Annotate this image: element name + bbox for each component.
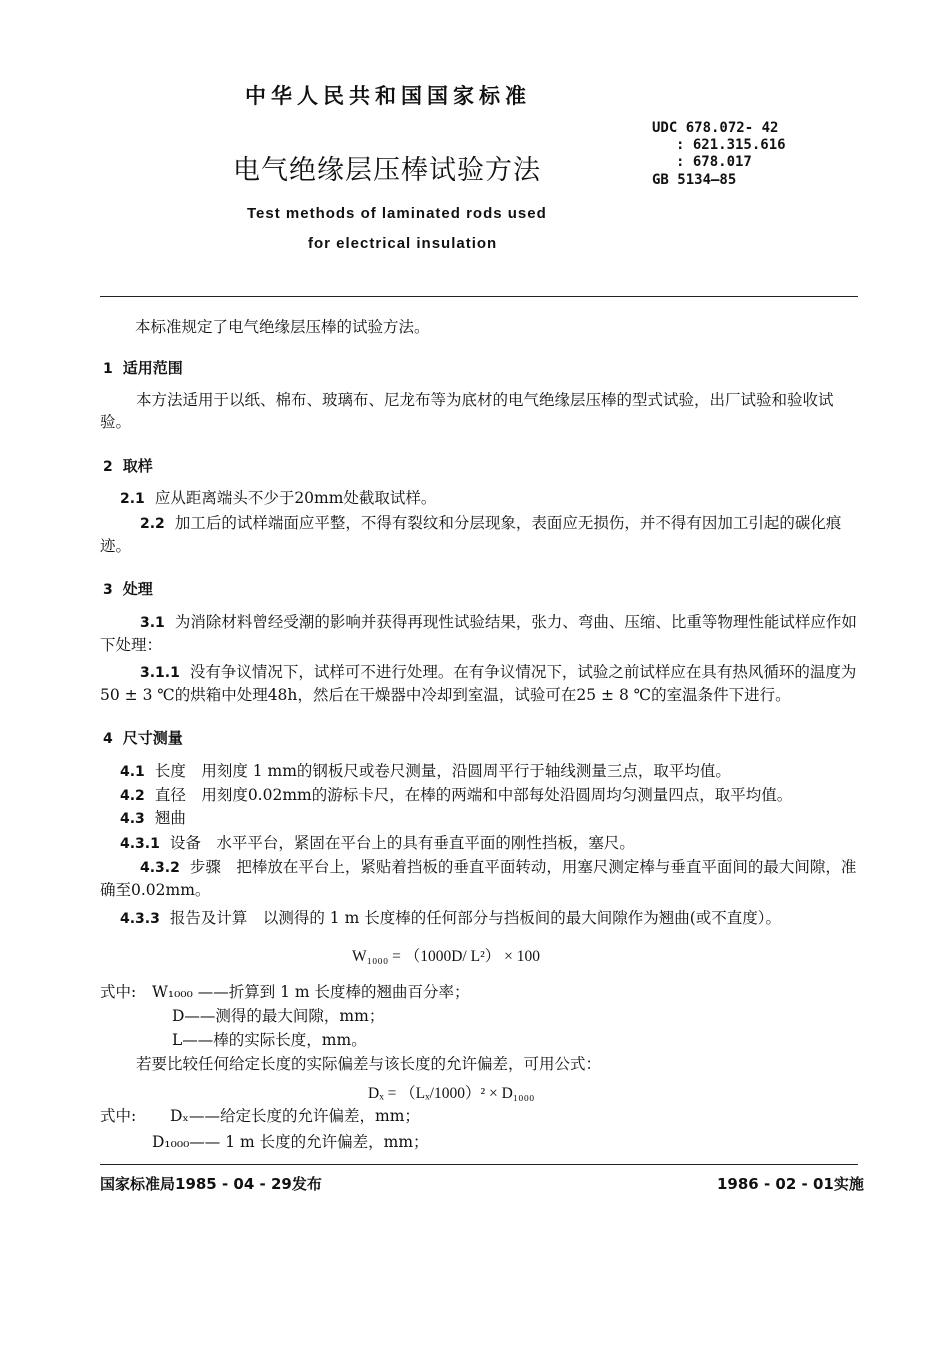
compare-text: 若要比较任何给定长度的实际偏差与该长度的允许偏差，可用公式： <box>136 1055 602 1073</box>
section-title: 适用范围 <box>122 359 183 377</box>
clause-text: 设备 水平平台，紧固在平台上的具有垂直平面的刚性挡板，塞尺。 <box>169 834 635 852</box>
section-number: 4 <box>103 731 113 747</box>
clause-text: 翘曲 <box>154 809 186 827</box>
clause-3-1 <box>100 611 860 656</box>
udc-line-3: : 678.017 <box>676 154 752 170</box>
clause-text: 为消除材料曾经受潮的影响并获得再现性试验结果，张力、弯曲、压缩、比重等物理性能试样应作如下处理： <box>100 613 857 654</box>
clause-text: 加工后的试样端面应平整，不得有裂纹和分层现象，表面应无损伤，并不得有因加工引起的碳化痕迹。 <box>100 514 842 555</box>
issue-date: 国家标准局1985 - 04 - 29发布 <box>100 1175 322 1193</box>
document-title-cn: 电气绝缘层压棒试验方法 <box>233 155 541 186</box>
where-label-1: 式中: <box>100 983 137 1001</box>
header-rule <box>100 296 858 297</box>
section-2-heading <box>103 455 153 476</box>
clause-number: 3.1 <box>140 615 165 631</box>
clause-text: 报告及计算 以测得的 1 m 长度棒的任何部分与挡板间的最大间隙作为翘曲(或不直度）。 <box>169 909 782 927</box>
clause-number: 2.2 <box>140 516 165 532</box>
warp-formula: W₁₀₀₀ = （1000D/ L²） × 100 <box>352 948 540 965</box>
where-definition-l: L——棒的实际长度，mm。 <box>172 1031 367 1049</box>
clause-4-3-1 <box>120 832 635 855</box>
section-title: 尺寸测量 <box>122 729 183 747</box>
national-standard-heading: 中华人民共和国国家标准 <box>245 84 531 108</box>
clause-4-3 <box>120 807 186 830</box>
clause-number: 4.3 <box>120 811 145 827</box>
deviation-formula: Dₓ = （Lₓ/1000）² × D₁₀₀₀ <box>368 1085 535 1102</box>
section-1-text: 本方法适用于以纸、棉布、玻璃布、尼龙布等为底材的电气绝缘层压棒的型式试验，出厂试验和验收试验。 <box>100 391 834 431</box>
clause-number: 4.1 <box>120 764 145 780</box>
clause-number: 4.2 <box>120 788 145 804</box>
section-number: 3 <box>103 582 113 598</box>
section-4-heading <box>103 727 183 748</box>
section-number: 1 <box>103 361 113 377</box>
section-3-heading <box>103 578 153 599</box>
gb-code: GB 5134—85 <box>652 172 737 188</box>
section-title: 取样 <box>122 457 153 475</box>
clause-number: 4.3.3 <box>120 911 160 927</box>
clause-3-1-1 <box>100 661 860 706</box>
clause-number: 4.3.1 <box>120 836 160 852</box>
where-definition-d: D——测得的最大间隙，mm； <box>172 1007 385 1025</box>
where-definition-w1000: W₁₀₀₀ ——折算到 1 m 长度棒的翘曲百分率； <box>152 983 470 1001</box>
footer-rule <box>100 1164 858 1165</box>
where-definition-dx: Dₓ——给定长度的允许偏差，mm； <box>170 1107 420 1125</box>
where-label-2: 式中: <box>100 1107 137 1125</box>
section-number: 2 <box>103 459 113 475</box>
clause-text: 应从距离端头不少于20mm处截取试样。 <box>154 489 437 507</box>
clause-number: 4.3.2 <box>140 860 180 876</box>
clause-text: 步骤 把棒放在平台上，紧贴着挡板的垂直平面转动，用塞尺测定棒与垂直平面间的最大间隙，准确至0.02mm。 <box>100 858 857 899</box>
clause-4-2 <box>120 784 792 807</box>
clause-4-3-2 <box>100 856 860 901</box>
document-title-en-line2: for electrical insulation <box>308 235 498 252</box>
intro-text: 本标准规定了电气绝缘层压棒的试验方法。 <box>135 318 430 336</box>
clause-number: 2.1 <box>120 491 145 507</box>
udc-line-1: UDC 678.072- 42 <box>652 120 779 136</box>
clause-4-1 <box>120 760 731 783</box>
effective-date: 1986 - 02 - 01实施 <box>717 1175 864 1193</box>
where-definition-d1000: D₁₀₀₀—— 1 m 长度的允许偏差，mm； <box>152 1133 429 1151</box>
clause-text: 直径 用刻度0.02mm的游标卡尺，在棒的两端和中部每处沿圆周均匀测量四点，取平均值。 <box>154 786 793 804</box>
clause-2-1 <box>120 487 436 510</box>
section-1-heading <box>103 357 183 378</box>
section-title: 处理 <box>122 580 153 598</box>
udc-line-2: : 621.315.616 <box>676 137 786 153</box>
clause-2-2 <box>100 512 860 557</box>
clause-text: 没有争议情况下，试样可不进行处理。在有争议情况下，试验之前试样应在具有热风循环的温度为50 ± 3 ℃的烘箱中处理48h，然后在干燥器中冷却到室温，试验可在25 ± 8 ℃的室温条件下进行。 <box>100 663 857 704</box>
clause-number: 3.1.1 <box>140 665 180 681</box>
clause-4-3-3 <box>120 907 781 930</box>
clause-text: 长度 用刻度 1 mm的钢板尺或卷尺测量，沿圆周平行于轴线测量三点，取平均值。 <box>154 762 731 780</box>
document-title-en-line1: Test methods of laminated rods used <box>247 205 547 222</box>
